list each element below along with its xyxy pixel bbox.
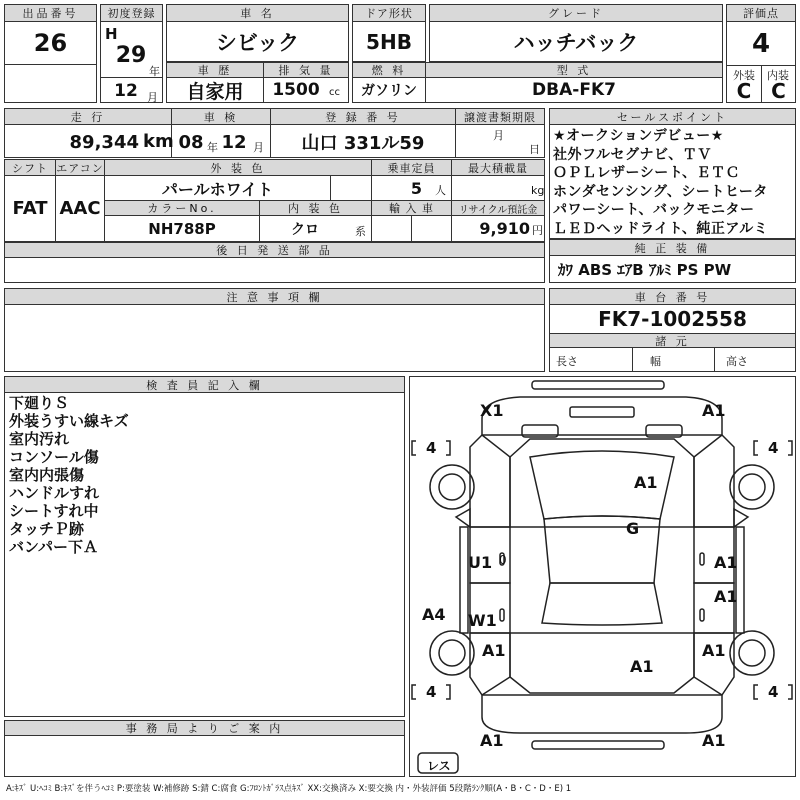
inspection-year: 08 [178,131,204,153]
damage-left-front-door: U1 [468,553,493,572]
tire-front-left: 4 [426,439,437,457]
chassis-header: 車 台 番 号 [550,289,795,305]
door-type: 5HB [366,29,412,54]
door-header: ドア形状 [353,5,425,22]
spec-row-box [4,159,545,242]
interior-grade: C [771,79,786,103]
transfer-header: 譲渡書類期限 [456,109,544,125]
chassis-number: FK7-1002558 [598,307,747,331]
mileage-row-box [4,108,545,158]
legend: A:ｷｽﾞ U:ﾍｺﾐ B:ｷｽﾞを伴うﾍｺﾐ P:要塗装 W:補修跡 S:錆 C:腐食 G:ﾌﾛﾝﾄｶﾞﾗｽ点ｷｽﾞ XX:交換済み X:要交換 内・外装評価 5段階ﾗﾝｸ順(A・B・C・D・E) 1 [6,784,572,794]
damage-roof: G [626,519,640,538]
shift-header: シフト [5,160,55,176]
year-unit: 年 [149,65,160,78]
capacity-header: 乗車定員 [372,160,451,176]
door-box [352,4,426,62]
inspector-note: シートすれ中 [9,502,99,520]
score-header: 評価点 [727,5,795,22]
damage-left-rear-quarter: A1 [482,641,506,660]
displacement-header: 排 気 量 [264,63,348,78]
fuel-header: 燃 料 [353,63,425,78]
length-label: 長さ [556,355,578,368]
damage-left-rocker: A4 [422,605,446,624]
registration-number: 山口 331ル59 [301,133,425,154]
inspector-note: 下廻りＳ [9,394,70,412]
recycle-header: リサイクル預託金 [452,201,544,216]
inspector-header: 検 査 員 記 入 欄 [5,377,404,393]
transfer-day-unit: 日 [529,143,540,156]
car-diagram-box [409,376,796,777]
exterior-label: 外装 [733,69,755,82]
recycle-unit: 円 [532,224,543,237]
transfer-month-unit: 月 [493,129,504,142]
car-name-header: 車 名 [167,5,348,22]
aircon-header: エアコン [56,161,104,175]
car-name-box [166,4,349,62]
sales-point-box [549,108,796,239]
inspector-note: コンソール傷 [9,448,99,466]
damage-left-rear-door: W1 [468,611,497,630]
mileage-unit: km [143,131,174,152]
overall-score: 4 [751,28,771,59]
notice-box [4,288,545,372]
interior-color-header: 内 装 色 [260,201,371,216]
first-registration-header: 初度登録 [101,5,162,22]
damage-right-rear-door: A1 [714,587,738,606]
interior-label: 内装 [767,69,789,82]
displacement: 1500 [272,80,320,100]
later-parts-header: 後 日 発 送 部 品 [5,243,544,258]
sales-point-item: ＯＰＬレザーシート、ＥＴＣ [553,165,740,182]
inspector-note: ハンドルすれ [9,484,100,502]
grade: ハッチバック [513,30,639,55]
era-label: H [105,25,118,43]
seating-capacity: 5 [410,178,422,198]
exterior-grade: C [736,79,752,103]
damage-rear-left: A1 [480,731,504,750]
car-outline-diagram [410,377,795,776]
damage-front-left-corner: X1 [480,401,504,420]
registration-header: 登 録 番 号 [271,109,455,125]
damage-right-rear-quarter: A1 [702,641,726,660]
genuine-equipment-header: 純 正 装 備 [550,240,795,256]
damage-trunk: A1 [630,657,654,676]
model-code: DBA-FK7 [532,80,616,100]
mileage-header: 走 行 [5,109,171,125]
first-registration-year: 29 [115,42,147,68]
sales-point-header: セールスポイント [550,109,795,125]
fuel-type: ガソリン [361,83,417,99]
spare-tire: レス [427,759,451,773]
genuine-equipment: ｶﾜ ABS ｴｱB ｱﾙﾐ PS PW [558,260,732,279]
grade-header: グレード [430,5,722,22]
lot-number: 26 [33,29,68,57]
sales-point-list [553,127,794,239]
width-label: 幅 [650,355,661,368]
fuel-model-box [352,62,723,103]
sales-point-item: ホンダセンシング、シートヒータ [553,183,768,200]
score-box [726,4,796,103]
mileage: 89,344 [69,131,139,153]
inspection-header: 車 検 [172,109,270,125]
sales-point-item: パワーシート、バックモニター [553,202,755,219]
first-registration-box [100,4,163,103]
tire-front-right: 4 [768,439,779,457]
sales-point-item: 社外フルセグナビ、ＴＶ [553,146,712,163]
inspector-note: バンパー下Ａ [9,538,98,556]
genuine-equipment-box [549,239,796,283]
first-registration-month: 12 [114,81,138,101]
import-header: 輸 入 車 [372,201,451,216]
height-label: 高さ [726,355,748,368]
door-handle-mark: 0 [499,553,507,567]
history-header: 車 歴 [167,63,263,78]
damage-hood: A1 [634,473,658,492]
sales-point-item: ＬＥＤヘッドライト、純正アルミ [553,220,769,237]
lot-number-header: 出品番号 [5,5,96,22]
damage-rear-right: A1 [702,731,726,750]
inspection-year-unit: 年 [207,141,218,154]
car-name: シビック [215,30,300,55]
load-unit: kg [531,184,545,197]
later-parts-box [4,242,545,283]
office-box [4,720,405,777]
inspector-box [4,376,405,717]
aircon-type: AAC [59,198,101,219]
lot-number-box [4,4,97,103]
month-unit: 月 [147,91,158,104]
max-load-header: 最大積載量 [452,160,544,176]
recycle-deposit: 9,910 [479,219,530,238]
history-displacement-box [166,62,349,103]
grade-box [429,4,723,62]
exterior-color: パールホワイト [161,179,274,199]
model-code-header: 型 式 [426,63,722,78]
sales-point-item: ★オークションデビュー★ [553,128,724,144]
shift-type: FAT [12,198,48,219]
damage-front-right-corner: A1 [702,401,726,420]
chassis-box [549,288,796,372]
inspector-note: タッチＰ跡 [9,520,85,538]
color-number-header: カラーNo. [105,201,259,216]
inspection-month-unit: 月 [253,141,264,154]
damage-right-front-door: A1 [714,553,738,572]
exterior-color-header: 外 装 色 [105,160,371,176]
interior-color: クロ [291,221,319,238]
tire-rear-left: 4 [426,683,437,701]
inspector-note: 室内内張傷 [9,466,85,484]
dimensions-header: 諸 元 [550,333,795,348]
office-header: 事 務 局 よ り ご 案 内 [5,721,404,736]
inspector-notes-list [9,394,129,556]
interior-color-unit: 系 [355,225,366,238]
inspector-note: 外装うすい線キズ [9,412,129,430]
inspection-month: 12 [221,131,247,153]
color-number: NH788P [148,219,216,238]
displacement-unit: cc [329,87,340,98]
tire-rear-right: 4 [768,683,779,701]
capacity-unit: 人 [435,184,446,197]
notice-header: 注 意 事 項 欄 [5,289,544,305]
vehicle-history: 自家用 [186,80,244,103]
inspector-note: 室内汚れ [9,430,70,448]
